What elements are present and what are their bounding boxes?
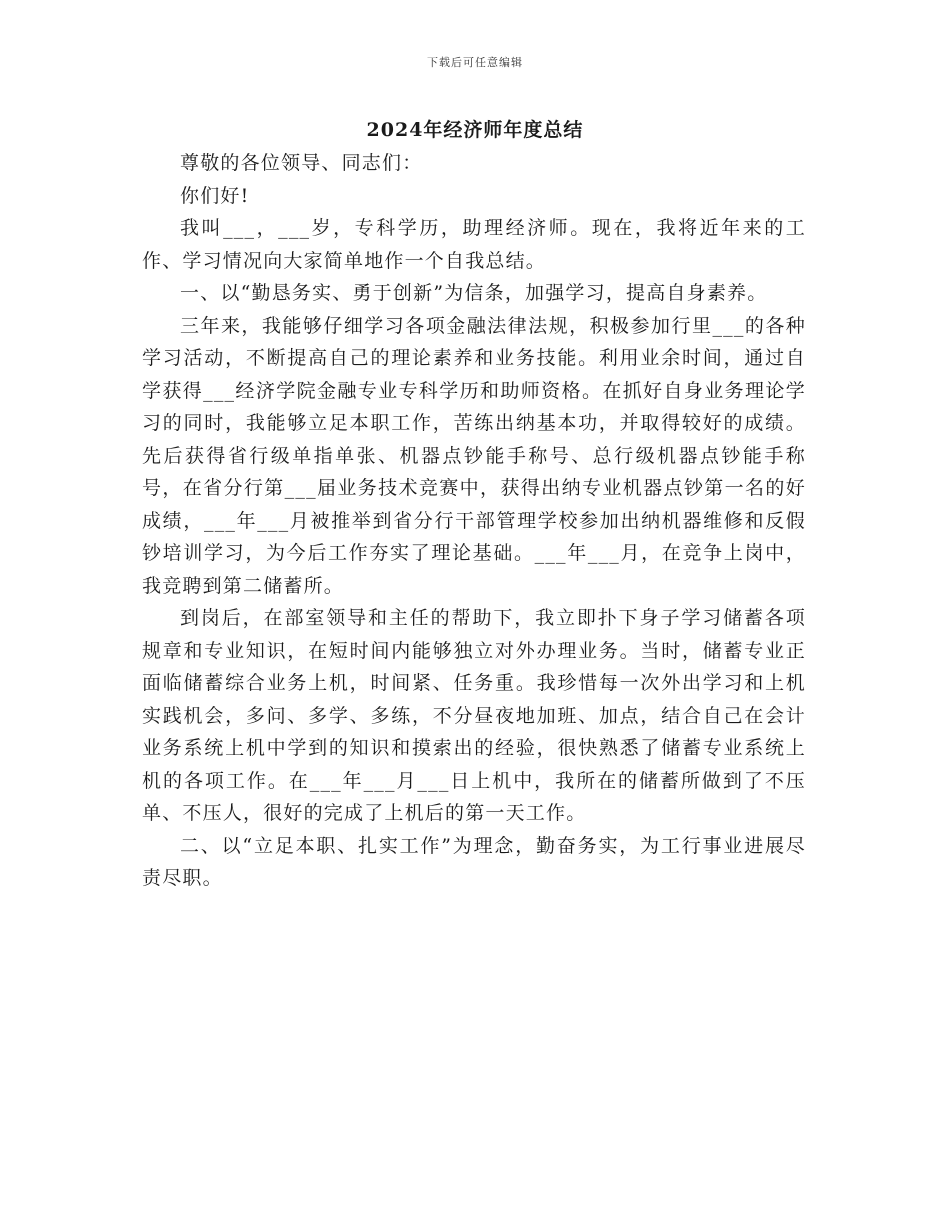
body-paragraph-savings: 到岗后，在部室领导和主任的帮助下，我立即扑下身子学习储蓄各项规章和专业知识，在短时间内能够独立对外办理业务。当时，储蓄专业正面临储蓄综合业务上机，时间紧、任务重。我珍惜每一次外出学习和上机实践机会，多问、多学、多练，不分昼夜地加班、加点，结合自己在会计业务系统上机中学到的知识和摸索出的经验，很快熟悉了储蓄专业系统上机的各项工作。在___年___月___日上机中，我所在的储蓄所做到了不压单、不压人，很好的完成了上机后的第一天工作。 <box>142 607 806 824</box>
salutation-paragraph: 你们好! <box>180 184 250 207</box>
section-heading-2: 二、以“立足本职、扎实工作”为理念，勤奋务实，为工行事业进展尽责尽职。 <box>142 834 806 889</box>
document-body <box>142 147 806 895</box>
greeting-paragraph: 尊敬的各位领导、同志们： <box>180 152 423 174</box>
body-paragraph-study: 三年来，我能够仔细学习各项金融法律法规，积极参加行里___的各种学习活动，不断提高自己的理论素养和业务技能。利用业余时间，通过自学获得___经济学院金融专业专科学历和助师资格。在抓好自身业务理论学习的同时，我能够立足本职工作，苦练出纳基本功，并取得较好的成绩。先后获得省行级单指单张、机器点钞能手称号、总行级机器点钞能手称号，在省分行第___届业务技术竞赛中，获得出纳专业机器点钞第一名的好成绩，___年___月被推举到省分行干部管理学校参加出纳机器维修和反假钞培训学习，为今后工作夯实了理论基础。___年___月，在竞争上岗中，我竞聘到第二储蓄所。 <box>142 314 806 597</box>
page-header-note: 下载后可任意编辑 <box>427 56 523 69</box>
section-heading-1: 一、以“勤恳务实、勇于创新”为信条，加强学习，提高自身素养。 <box>180 282 768 304</box>
intro-paragraph: 我叫___，___岁，专科学历，助理经济师。现在，我将近年来的工作、学习情况向大家简单地作一个自我总结。 <box>142 217 806 272</box>
document-title: 2024年经济师年度总结 <box>366 119 584 141</box>
